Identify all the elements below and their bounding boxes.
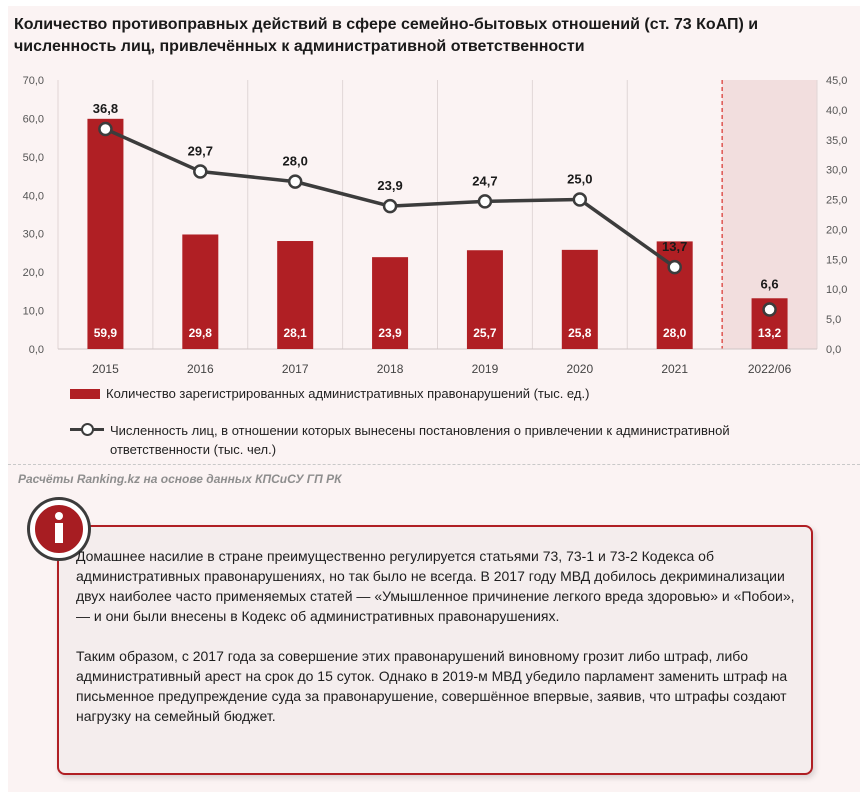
- y-right-tick-label: 15,0: [826, 254, 848, 267]
- y-left-tick-label: 40,0: [22, 190, 44, 203]
- bar-value-label: 13,2: [757, 326, 782, 340]
- y-right-tick-label: 5,0: [826, 314, 842, 327]
- bar-value-label: 25,8: [568, 326, 592, 340]
- y-right-tick-label: 35,0: [826, 134, 848, 147]
- bar-value-label: 29,8: [188, 326, 212, 340]
- divider: [8, 464, 860, 465]
- y-right-tick-label: 0,0: [826, 344, 842, 356]
- x-tick-label: 2017: [281, 362, 309, 376]
- y-right-tick-label: 30,0: [826, 164, 848, 177]
- legend-item-line: [70, 421, 820, 459]
- line-point: [479, 195, 491, 207]
- bar-value-label: 28,0: [663, 326, 687, 340]
- x-tick-label: 2020: [566, 362, 594, 376]
- y-left-tick-label: 30,0: [22, 228, 44, 241]
- line-point: [289, 176, 301, 188]
- y-left-tick-label: 60,0: [22, 113, 44, 126]
- legend-bars-label: Количество зарегистрированных административных правонарушений (тыс. ед.): [106, 386, 590, 401]
- line-point: [574, 194, 586, 206]
- y-right-tick-label: 10,0: [826, 284, 848, 297]
- y-left-tick-label: 70,0: [22, 75, 44, 87]
- y-left-tick-label: 20,0: [22, 267, 44, 280]
- bar-value-label: 59,9: [93, 326, 118, 340]
- line-point: [384, 200, 396, 212]
- line-point: [194, 165, 206, 177]
- y-right-tick-label: 45,0: [826, 75, 848, 87]
- x-tick-label: 2018: [376, 362, 404, 376]
- source-note: Расчёты Ranking.kz на основе данных КПСиСУ ГП РК: [18, 472, 342, 486]
- x-tick-label: 2015: [92, 362, 119, 376]
- y-left-tick-label: 50,0: [22, 151, 44, 164]
- x-tick-label: 2016: [186, 362, 214, 376]
- legend-item-bars: [70, 384, 589, 403]
- y-right-tick-label: 25,0: [826, 194, 848, 207]
- legend-line-label: Численность лиц, в отношении которых вынесены постановления о привлечении к административной ответственности (тыс. чел.): [110, 423, 730, 457]
- line-value-label: 29,7: [187, 143, 213, 159]
- info-text: [76, 546, 796, 746]
- line-value-label: 24,7: [472, 173, 498, 189]
- y-right-tick-label: 20,0: [826, 224, 848, 237]
- bar-value-label: 23,9: [378, 326, 402, 340]
- line-point: [99, 123, 111, 135]
- x-tick-label: 2021: [661, 362, 689, 376]
- y-left-tick-label: 10,0: [22, 305, 44, 318]
- line-point: [764, 304, 776, 316]
- y-right-tick-label: 40,0: [826, 104, 848, 117]
- bar-value-label: 28,1: [283, 326, 307, 340]
- line-value-label: 23,9: [377, 178, 403, 194]
- bar-value-label: 25,7: [473, 326, 497, 340]
- line-value-label: 36,8: [92, 101, 119, 117]
- bar: [87, 119, 123, 349]
- line-value-label: 25,0: [567, 171, 593, 187]
- info-paragraph-2: Таким образом, с 2017 года за совершение этих правонарушений виновному грозит либо штраф, либо административный арест на срок до 15 суток. Однако в 2019-м МВД убедило парламент заменить штраф на письменное предупреждение суда за правонарушение, совершённое впервые, заявив, что штрафы создают нагрузку на семейный бюджет.: [76, 648, 788, 724]
- line-value-label: 13,7: [662, 239, 688, 255]
- x-tick-label: 2022/06: [747, 362, 792, 376]
- info-paragraph-1: Домашнее насилие в стране преимущественно регулируется статьями 73, 73-1 и 73-2 Кодекса об административных правонарушениях, но так было не всегда. В 2017 году МВД добилось декриминализации двух наиболее часто применяемых статей — «Умышленное причинение легкого вреда здоровью» и «Побои», — и они были внесены в Кодекс об административных правонарушениях.: [76, 548, 795, 624]
- chart-title: Количество противоправных действий в сфере семейно-бытовых отношений (ст. 73 КоАП) и численность лиц, привлечённых к административной ответственности: [14, 16, 759, 55]
- line-value-label: 6,6: [760, 276, 779, 292]
- y-left-tick-label: 0,0: [28, 344, 44, 356]
- line-value-label: 28,0: [282, 153, 308, 169]
- legend-line-swatch: [70, 421, 104, 437]
- line-point: [669, 261, 681, 273]
- x-tick-label: 2019: [471, 362, 499, 376]
- legend-bar-swatch: [70, 389, 100, 399]
